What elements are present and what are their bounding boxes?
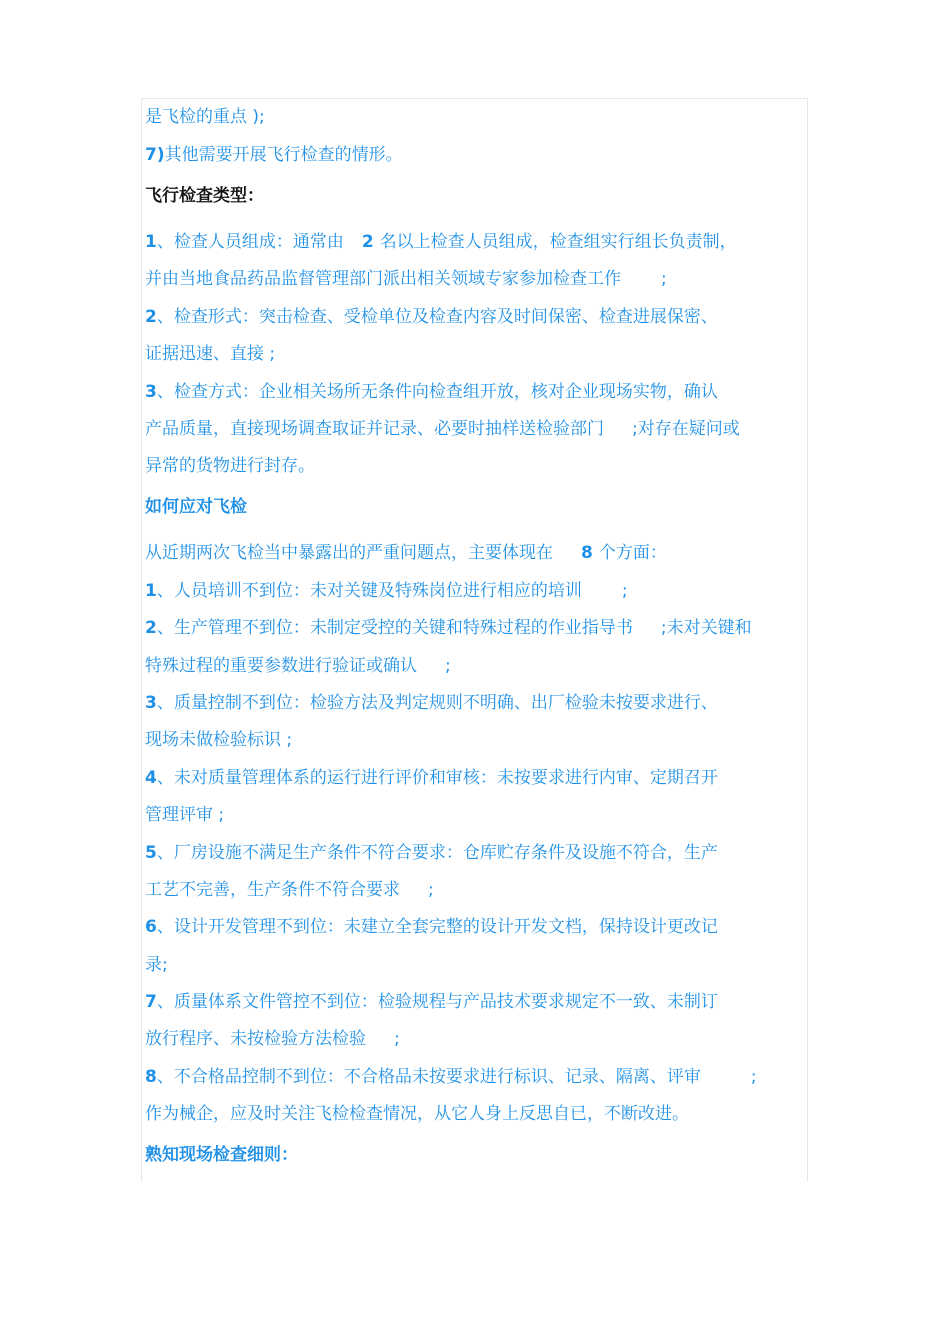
section-heading-inspection-types: 飞行检查类型： (145, 186, 264, 206)
list-item-continued: 特殊过程的重要参数进行验证或确认 ; (145, 656, 451, 676)
list-item-continued: 现场未做检验标识 ; (145, 730, 293, 750)
document-frame (141, 98, 808, 1182)
list-item: 8、不合格品控制不到位：不合格品未按要求进行标识、记录、隔离、评审 ; (145, 1067, 757, 1087)
list-item: 1、检查人员组成：通常由 2 名以上检查人员组成，检查组实行组长负责制， (145, 232, 737, 252)
list-item: 7、质量体系文件管控不到位：检验规程与产品技术要求规定不一致、未制订 (145, 992, 718, 1012)
section-heading-respond: 如何应对飞检 (145, 497, 247, 517)
text-line: 作为械企，应及时关注飞检检查情况，从它人身上反思自已，不断改进。 (145, 1104, 689, 1124)
list-item: 3、检查方式：企业相关场所无条件向检查组开放，核对企业现场实物，确认 (145, 382, 718, 402)
list-item: 3、质量控制不到位：检验方法及判定规则不明确、出厂检验未按要求进行、 (145, 693, 718, 713)
list-item-continued: 录; (145, 955, 168, 975)
text-line: 7)其他需要开展飞行检查的情形。 (145, 145, 403, 165)
list-item-continued: 产品质量，直接现场调查取证并记录、必要时抽样送检验部门 ;对存在疑问或 (145, 419, 740, 439)
list-item: 5、厂房设施不满足生产条件不符合要求：仓库贮存条件及设施不符合，生产 (145, 843, 718, 863)
list-item: 4、未对质量管理体系的运行进行评价和审核：未按要求进行内审、定期召开 (145, 768, 718, 788)
section-heading-inspection-rules: 熟知现场检查细则： (145, 1145, 298, 1165)
list-item: 2、检查形式：突击检查、受检单位及检查内容及时间保密、检查进展保密、 (145, 307, 718, 327)
text-line: 是飞检的重点 ); (145, 107, 265, 127)
list-item-continued: 管理评审 ; (145, 805, 225, 825)
list-item: 2、生产管理不到位：未制定受控的关键和特殊过程的作业指导书 ;未对关键和 (145, 618, 752, 638)
list-item-continued: 并由当地食品药品监督管理部门派出相关领域专家参加检查工作 ; (145, 269, 667, 289)
list-item-continued: 证据迅速、直接 ; (145, 344, 276, 364)
list-item-continued: 放行程序、未按检验方法检验 ; (145, 1029, 400, 1049)
text-line: 从近期两次飞检当中暴露出的严重问题点，主要体现在 8 个方面： (145, 543, 667, 563)
list-item-continued: 工艺不完善，生产条件不符合要求 ; (145, 880, 434, 900)
list-item: 1、人员培训不到位：未对关键及特殊岗位进行相应的培训 ; (145, 581, 628, 601)
list-item: 6、设计开发管理不到位：未建立全套完整的设计开发文档，保持设计更改记 (145, 917, 718, 937)
list-item-continued: 异常的货物进行封存。 (145, 456, 315, 476)
